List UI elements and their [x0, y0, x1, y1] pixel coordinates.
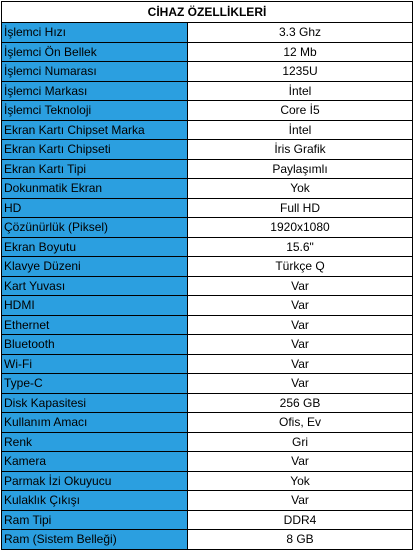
spec-value: Var [188, 335, 412, 354]
spec-label: Klavye Düzeni [2, 257, 188, 276]
spec-value: 256 GB [188, 394, 412, 413]
spec-value: Var [188, 491, 412, 510]
spec-value: DDR4 [188, 511, 412, 530]
spec-value: 3.3 Ghz [188, 23, 412, 42]
spec-value: Core İ5 [188, 101, 412, 120]
spec-value: Var [188, 316, 412, 335]
spec-label: Çözünürlük (Piksel) [2, 218, 188, 237]
table-row [1, 140, 413, 160]
spec-label: HDMI [2, 296, 188, 315]
table-row [1, 218, 413, 238]
spec-value: Yok [188, 472, 412, 491]
spec-label: Ekran Kartı Chipseti [2, 140, 188, 159]
table-row [1, 238, 413, 258]
table-row [1, 413, 413, 433]
table-row [1, 472, 413, 492]
spec-value: Yok [188, 179, 412, 198]
table-row [1, 491, 413, 511]
table-row [1, 199, 413, 219]
spec-value: 12 Mb [188, 43, 412, 62]
spec-label: Bluetooth [2, 335, 188, 354]
spec-value: Full HD [188, 199, 412, 218]
spec-value: İntel [188, 121, 412, 140]
table-row [1, 121, 413, 141]
table-row [1, 82, 413, 102]
table-row [1, 43, 413, 63]
spec-label: Kulaklık Çıkışı [2, 491, 188, 510]
spec-label: Ekran Kartı Chipset Marka [2, 121, 188, 140]
table-row [1, 160, 413, 180]
spec-label: Type-C [2, 374, 188, 393]
spec-value: 8 GB [188, 530, 412, 549]
spec-rows [1, 23, 413, 550]
spec-label: İşlemci Hızı [2, 23, 188, 42]
spec-label: İşlemci Teknoloji [2, 101, 188, 120]
table-row [1, 452, 413, 472]
spec-label: Ethernet [2, 316, 188, 335]
spec-value: Türkçe Q [188, 257, 412, 276]
spec-value: Var [188, 374, 412, 393]
spec-label: Ram Tipi [2, 511, 188, 530]
spec-value: Var [188, 296, 412, 315]
spec-label: Parmak İzi Okuyucu [2, 472, 188, 491]
spec-value: Ofis, Ev [188, 413, 412, 432]
spec-label: İşlemci Numarası [2, 62, 188, 81]
spec-label: Renk [2, 433, 188, 452]
table-row [1, 296, 413, 316]
table-row [1, 511, 413, 531]
spec-value: Var [188, 355, 412, 374]
table-row [1, 433, 413, 453]
spec-value: Var [188, 277, 412, 296]
spec-value: İntel [188, 82, 412, 101]
spec-value: 15.6" [188, 238, 412, 257]
spec-value: 1235U [188, 62, 412, 81]
spec-value: 1920x1080 [188, 218, 412, 237]
spec-label: İşlemci Ön Bellek [2, 43, 188, 62]
spec-label: Kamera [2, 452, 188, 471]
spec-label: Kullanım Amacı [2, 413, 188, 432]
table-row [1, 374, 413, 394]
spec-table [1, 1, 413, 550]
spec-value: Var [188, 452, 412, 471]
table-row [1, 257, 413, 277]
spec-label: Kart Yuvası [2, 277, 188, 296]
table-title: CİHAZ ÖZELLİKLERİ [1, 1, 413, 23]
spec-label: Dokunmatik Ekran [2, 179, 188, 198]
spec-label: Disk Kapasitesi [2, 394, 188, 413]
spec-label: Wi-Fi [2, 355, 188, 374]
spec-value: Paylaşımlı [188, 160, 412, 179]
table-row [1, 394, 413, 414]
table-row [1, 23, 413, 43]
table-row [1, 316, 413, 336]
spec-label: Ekran Boyutu [2, 238, 188, 257]
table-row [1, 335, 413, 355]
spec-value: Gri [188, 433, 412, 452]
table-row [1, 179, 413, 199]
spec-label: Ram (Sistem Belleği) [2, 530, 188, 549]
table-row [1, 530, 413, 550]
table-row [1, 277, 413, 297]
spec-value: İris Grafik [188, 140, 412, 159]
spec-label: HD [2, 199, 188, 218]
table-row [1, 62, 413, 82]
table-row [1, 101, 413, 121]
table-row [1, 355, 413, 375]
spec-label: Ekran Kartı Tipi [2, 160, 188, 179]
spec-label: İşlemci Markası [2, 82, 188, 101]
